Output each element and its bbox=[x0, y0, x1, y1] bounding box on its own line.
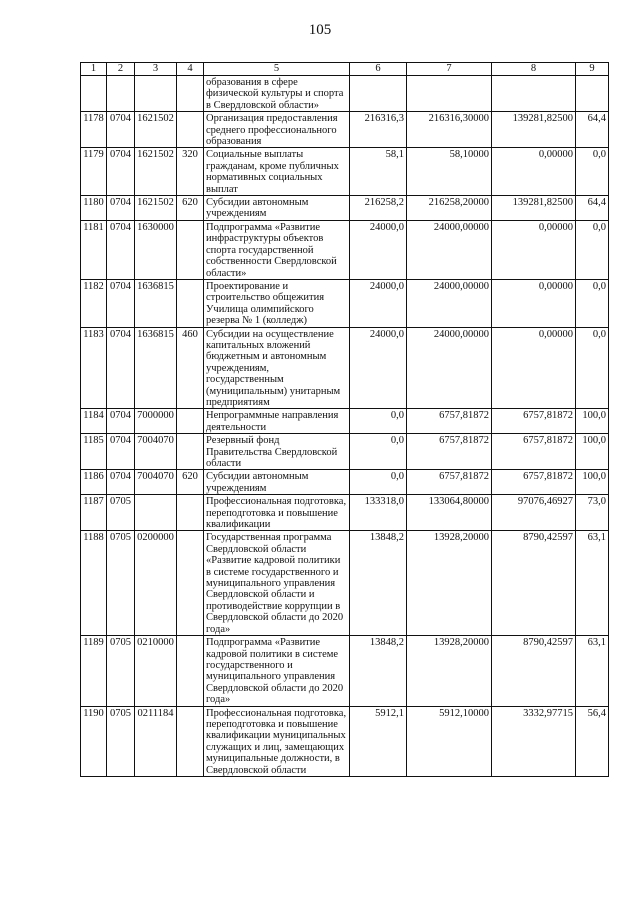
table-row bbox=[81, 636, 609, 706]
expense-type-cell: 320 bbox=[177, 148, 204, 196]
executed-amount-cell: 97076,46927 bbox=[492, 495, 576, 531]
section-code-cell bbox=[107, 76, 135, 112]
section-code-cell: 0705 bbox=[107, 495, 135, 531]
executed-amount-cell bbox=[492, 76, 576, 112]
expense-type-cell bbox=[177, 409, 204, 434]
row-number-cell: 1181 bbox=[81, 220, 107, 279]
section-code-cell: 0704 bbox=[107, 327, 135, 409]
planned-amount-cell: 216258,2 bbox=[350, 196, 407, 221]
row-number-cell: 1186 bbox=[81, 470, 107, 495]
execution-percent-cell: 100,0 bbox=[576, 409, 609, 434]
expense-type-cell bbox=[177, 531, 204, 636]
approved-amount-cell: 6757,81872 bbox=[407, 470, 492, 495]
executed-amount-cell: 0,00000 bbox=[492, 220, 576, 279]
execution-percent-cell: 0,0 bbox=[576, 327, 609, 409]
table-row bbox=[81, 196, 609, 221]
expense-type-cell bbox=[177, 76, 204, 112]
section-code-cell: 0704 bbox=[107, 279, 135, 327]
table-row bbox=[81, 220, 609, 279]
row-number-cell bbox=[81, 76, 107, 112]
section-code-cell: 0704 bbox=[107, 409, 135, 434]
target-code-cell: 1621502 bbox=[135, 148, 177, 196]
approved-amount-cell: 6757,81872 bbox=[407, 409, 492, 434]
planned-amount-cell: 0,0 bbox=[350, 409, 407, 434]
execution-percent-cell: 64,4 bbox=[576, 112, 609, 148]
item-name-cell: Профессиональная подготовка, переподготовка и повышение квалификации муниципальных служащих и лиц, замещающих муниципальные должности, в Свердловской области bbox=[204, 706, 350, 776]
approved-amount-cell bbox=[407, 76, 492, 112]
target-code-cell: 0200000 bbox=[135, 531, 177, 636]
item-name-cell: Организация предоставления среднего профессионального образования bbox=[204, 112, 350, 148]
executed-amount-cell: 6757,81872 bbox=[492, 434, 576, 470]
execution-percent-cell: 100,0 bbox=[576, 470, 609, 495]
item-name-cell: Подпрограмма «Развитие кадровой политики в системе государственного и муниципального управления Свердловской области до 2020 года» bbox=[204, 636, 350, 706]
target-code-cell: 7000000 bbox=[135, 409, 177, 434]
target-code-cell: 1630000 bbox=[135, 220, 177, 279]
table-row bbox=[81, 409, 609, 434]
planned-amount-cell: 133318,0 bbox=[350, 495, 407, 531]
column-header: 8 bbox=[492, 63, 576, 76]
expense-type-cell bbox=[177, 434, 204, 470]
section-code-cell: 0705 bbox=[107, 706, 135, 776]
execution-percent-cell bbox=[576, 76, 609, 112]
row-number-cell: 1187 bbox=[81, 495, 107, 531]
table-row bbox=[81, 531, 609, 636]
executed-amount-cell: 3332,97715 bbox=[492, 706, 576, 776]
approved-amount-cell: 58,10000 bbox=[407, 148, 492, 196]
target-code-cell bbox=[135, 76, 177, 112]
item-name-cell: Непрограммные направления деятельности bbox=[204, 409, 350, 434]
item-name-cell: Подпрограмма «Развитие инфраструктуры объектов спорта государственной собственности Свердловской области» bbox=[204, 220, 350, 279]
header-row bbox=[81, 63, 609, 76]
section-code-cell: 0705 bbox=[107, 636, 135, 706]
table-row bbox=[81, 434, 609, 470]
table-row bbox=[81, 470, 609, 495]
expense-type-cell bbox=[177, 495, 204, 531]
approved-amount-cell: 24000,00000 bbox=[407, 220, 492, 279]
section-code-cell: 0704 bbox=[107, 434, 135, 470]
column-header: 1 bbox=[81, 63, 107, 76]
approved-amount-cell: 24000,00000 bbox=[407, 327, 492, 409]
item-name-cell: Проектирование и строительство общежития Училища олимпийского резерва № 1 (колледж) bbox=[204, 279, 350, 327]
section-code-cell: 0705 bbox=[107, 531, 135, 636]
table-row bbox=[81, 112, 609, 148]
expense-type-cell: 620 bbox=[177, 470, 204, 495]
budget-table bbox=[80, 62, 609, 777]
execution-percent-cell: 0,0 bbox=[576, 220, 609, 279]
expense-type-cell bbox=[177, 636, 204, 706]
row-number-cell: 1183 bbox=[81, 327, 107, 409]
execution-percent-cell: 63,1 bbox=[576, 531, 609, 636]
approved-amount-cell: 13928,20000 bbox=[407, 531, 492, 636]
target-code-cell bbox=[135, 495, 177, 531]
table-row bbox=[81, 706, 609, 776]
execution-percent-cell: 63,1 bbox=[576, 636, 609, 706]
row-number-cell: 1190 bbox=[81, 706, 107, 776]
execution-percent-cell: 56,4 bbox=[576, 706, 609, 776]
executed-amount-cell: 0,00000 bbox=[492, 148, 576, 196]
expense-type-cell bbox=[177, 112, 204, 148]
item-name-cell: Государственная программа Свердловской области «Развитие кадровой политики в системе государственного и муниципального управления Свердловской области и противодействие коррупции в Свердловской области до 2020 года» bbox=[204, 531, 350, 636]
item-name-cell: Социальные выплаты гражданам, кроме публичных нормативных социальных выплат bbox=[204, 148, 350, 196]
executed-amount-cell: 8790,42597 bbox=[492, 531, 576, 636]
target-code-cell: 0210000 bbox=[135, 636, 177, 706]
execution-percent-cell: 0,0 bbox=[576, 279, 609, 327]
section-code-cell: 0704 bbox=[107, 196, 135, 221]
item-name-cell: Профессиональная подготовка, переподготовка и повышение квалификации bbox=[204, 495, 350, 531]
target-code-cell: 1636815 bbox=[135, 279, 177, 327]
item-name-cell: образования в сфере физической культуры и спорта в Свердловской области» bbox=[204, 76, 350, 112]
row-number-cell: 1185 bbox=[81, 434, 107, 470]
planned-amount-cell: 24000,0 bbox=[350, 279, 407, 327]
approved-amount-cell: 216258,20000 bbox=[407, 196, 492, 221]
planned-amount-cell: 0,0 bbox=[350, 434, 407, 470]
approved-amount-cell: 5912,10000 bbox=[407, 706, 492, 776]
table-body bbox=[81, 76, 609, 777]
executed-amount-cell: 8790,42597 bbox=[492, 636, 576, 706]
column-header: 9 bbox=[576, 63, 609, 76]
item-name-cell: Резервный фонд Правительства Свердловской области bbox=[204, 434, 350, 470]
expense-type-cell bbox=[177, 706, 204, 776]
executed-amount-cell: 139281,82500 bbox=[492, 196, 576, 221]
row-number-cell: 1179 bbox=[81, 148, 107, 196]
expense-type-cell bbox=[177, 220, 204, 279]
executed-amount-cell: 0,00000 bbox=[492, 327, 576, 409]
target-code-cell: 7004070 bbox=[135, 434, 177, 470]
column-header: 3 bbox=[135, 63, 177, 76]
planned-amount-cell: 0,0 bbox=[350, 470, 407, 495]
planned-amount-cell: 24000,0 bbox=[350, 327, 407, 409]
planned-amount-cell: 13848,2 bbox=[350, 531, 407, 636]
section-code-cell: 0704 bbox=[107, 112, 135, 148]
row-number-cell: 1180 bbox=[81, 196, 107, 221]
planned-amount-cell: 24000,0 bbox=[350, 220, 407, 279]
executed-amount-cell: 6757,81872 bbox=[492, 470, 576, 495]
column-header: 4 bbox=[177, 63, 204, 76]
planned-amount-cell: 13848,2 bbox=[350, 636, 407, 706]
execution-percent-cell: 100,0 bbox=[576, 434, 609, 470]
executed-amount-cell: 6757,81872 bbox=[492, 409, 576, 434]
item-name-cell: Субсидии автономным учреждениям bbox=[204, 470, 350, 495]
execution-percent-cell: 0,0 bbox=[576, 148, 609, 196]
section-code-cell: 0704 bbox=[107, 148, 135, 196]
table-row bbox=[81, 148, 609, 196]
approved-amount-cell: 133064,80000 bbox=[407, 495, 492, 531]
table-row bbox=[81, 76, 609, 112]
item-name-cell: Субсидии на осуществление капитальных вложений бюджетным и автономным учреждениям, государственным (муниципальным) унитарным предприятиям bbox=[204, 327, 350, 409]
approved-amount-cell: 13928,20000 bbox=[407, 636, 492, 706]
expense-type-cell bbox=[177, 279, 204, 327]
execution-percent-cell: 73,0 bbox=[576, 495, 609, 531]
row-number-cell: 1188 bbox=[81, 531, 107, 636]
planned-amount-cell: 5912,1 bbox=[350, 706, 407, 776]
section-code-cell: 0704 bbox=[107, 470, 135, 495]
executed-amount-cell: 0,00000 bbox=[492, 279, 576, 327]
row-number-cell: 1184 bbox=[81, 409, 107, 434]
expense-type-cell: 460 bbox=[177, 327, 204, 409]
table-row bbox=[81, 279, 609, 327]
target-code-cell: 1621502 bbox=[135, 112, 177, 148]
approved-amount-cell: 24000,00000 bbox=[407, 279, 492, 327]
row-number-cell: 1178 bbox=[81, 112, 107, 148]
target-code-cell: 0211184 bbox=[135, 706, 177, 776]
column-header: 6 bbox=[350, 63, 407, 76]
target-code-cell: 1636815 bbox=[135, 327, 177, 409]
approved-amount-cell: 6757,81872 bbox=[407, 434, 492, 470]
page-number: 105 bbox=[308, 22, 332, 38]
planned-amount-cell bbox=[350, 76, 407, 112]
table-row bbox=[81, 495, 609, 531]
expense-type-cell: 620 bbox=[177, 196, 204, 221]
row-number-cell: 1189 bbox=[81, 636, 107, 706]
section-code-cell: 0704 bbox=[107, 220, 135, 279]
planned-amount-cell: 216316,3 bbox=[350, 112, 407, 148]
approved-amount-cell: 216316,30000 bbox=[407, 112, 492, 148]
column-header: 2 bbox=[107, 63, 135, 76]
table-row bbox=[81, 327, 609, 409]
item-name-cell: Субсидии автономным учреждениям bbox=[204, 196, 350, 221]
target-code-cell: 1621502 bbox=[135, 196, 177, 221]
planned-amount-cell: 58,1 bbox=[350, 148, 407, 196]
target-code-cell: 7004070 bbox=[135, 470, 177, 495]
row-number-cell: 1182 bbox=[81, 279, 107, 327]
execution-percent-cell: 64,4 bbox=[576, 196, 609, 221]
executed-amount-cell: 139281,82500 bbox=[492, 112, 576, 148]
column-header: 7 bbox=[407, 63, 492, 76]
column-header: 5 bbox=[204, 63, 350, 76]
